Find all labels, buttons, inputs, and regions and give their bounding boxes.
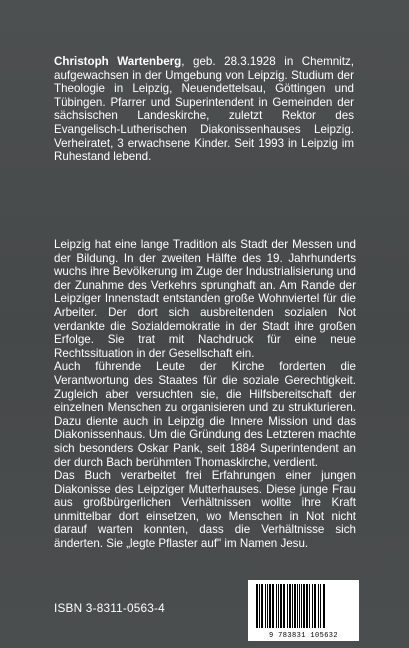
barcode-bar xyxy=(287,584,288,628)
barcode-bar xyxy=(292,584,293,628)
barcode-bar xyxy=(314,584,316,628)
barcode-digits: 9 783831 105632 xyxy=(268,632,338,640)
barcode-bar xyxy=(280,584,282,628)
barcode-bar xyxy=(323,584,325,628)
barcode-bar xyxy=(301,584,302,628)
barcode-bar xyxy=(294,584,296,628)
author-name: Christoph Wartenberg xyxy=(54,55,182,68)
blurb-paragraph: Leipzig hat eine lange Tradition als Stadt der Messen und der Bildung. In der zweiten Hälfte des 19. Jahrhunderts wuchs ihre Bevölkerung im Zuge der Industrialisierung und der Zunahme des Verkehrs sprunghaft an. Am Rande der Leipziger Innenstadt entstanden große Wohnviertel für die Arbeiter. Der dort sich ausbreitenden sozialen Not verdankte die Sozialdemokratie in der Stadt ihre großen Erfolge. Sie trat mit Nachdruck für eine neue Rechtssituation in der Gesellschaft ein. xyxy=(54,238,356,360)
barcode-bar xyxy=(299,584,300,628)
blurb-paragraph: Das Buch verarbeitet frei Erfahrungen einer jungen Diakonisse des Leipziger Mutterhauses. Diese junge Frau aus großbürgerlichen Verhältnissen wollte ihre Kraft unmittelbar dort einsetzen, wo Menschen in Not nicht darauf warten konnten, dass die Verhältnisse sich änderten. Sie „legte Pflaster auf" im Namen Jesu. xyxy=(54,469,356,551)
barcode-bar xyxy=(278,584,279,628)
barcode-bar xyxy=(306,584,308,628)
barcode-bar xyxy=(318,584,319,628)
barcode-bar xyxy=(265,584,266,628)
barcode-bar xyxy=(289,584,291,628)
barcode-bar xyxy=(309,584,310,628)
barcode-bar xyxy=(320,584,321,628)
barcode-bar xyxy=(261,584,263,628)
barcode-bar xyxy=(256,584,258,628)
barcode-bar xyxy=(267,584,268,628)
blurb-paragraph: Auch führende Leute der Kirche forderten die Verantwortung des Staates für die soziale Gerechtigkeit. Zugleich aber versuchten sie, die Hilfsbereitschaft der einzelnen Menschen zu organisieren und zu strukturieren. Dazu diente auch in Leipzig die Innere Mission und das Diakonissenhaus. Um die Gründung des Letzteren machte sich besonders Oskar Pank, seit 1884 Superintendent an der durch Bach berühmten Thomaskirche, verdient. xyxy=(54,360,356,469)
barcode-bar xyxy=(297,584,298,628)
barcode-bar xyxy=(283,584,285,628)
barcode-bar xyxy=(269,584,271,628)
barcode-bars xyxy=(248,580,359,632)
barcode-bar xyxy=(303,584,305,628)
barcode-bar xyxy=(272,584,274,628)
barcode-bar xyxy=(276,584,277,628)
author-bio xyxy=(54,55,354,164)
barcode-bar xyxy=(312,584,313,628)
ean-barcode xyxy=(248,580,359,641)
isbn-number: ISBN 3-8311-0563-4 xyxy=(54,601,165,615)
barcode-bar xyxy=(259,584,260,628)
book-blurb xyxy=(54,238,356,551)
author-bio-text: , geb. 28.3.1928 in Chemnitz, aufgewachsen in der Umgebung von Leipzig. Studium der Theologie in Leipzig, Neuendettelsau, Göttingen und Tübingen. Pfarrer und Superintendent in Gemeinden der sächsischen Landeskirche, zuletzt Rektor des Evangelisch-Lutherischen Diakonissenhauses Leipzig. Verheiratet, 3 erwachsene Kinder. Seit 1993 in Leipzig im Ruhestand lebend. xyxy=(54,55,354,164)
